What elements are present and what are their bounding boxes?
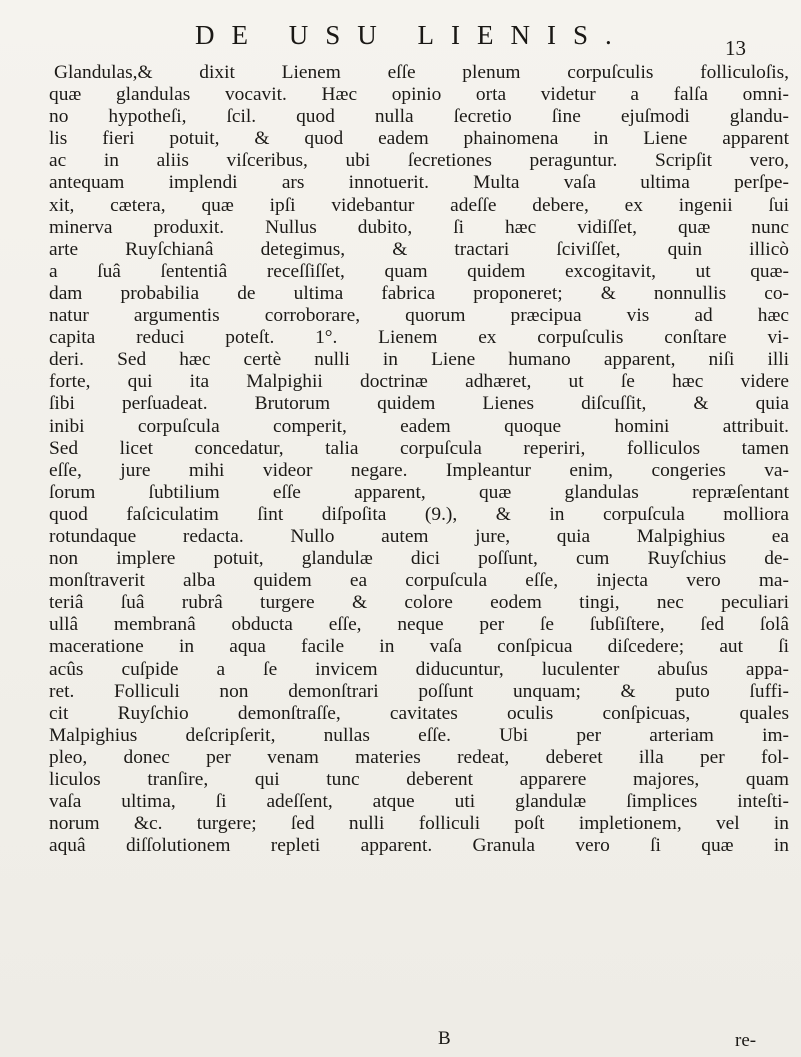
running-title: DE USU LIENIS. bbox=[195, 20, 629, 50]
text-line: ſorum ſubtilium eſſe apparent, quæ glandulas repræſentant bbox=[49, 481, 789, 503]
catchword: re- bbox=[735, 1030, 757, 1051]
text-line: ullâ membranâ obducta eſſe, neque per ſe ſubſiſtere, ſed ſolâ bbox=[49, 614, 789, 636]
text-line: teriâ ſuâ rubrâ turgere & colore eodem tingi, nec peculiari bbox=[49, 592, 789, 614]
text-line: antequam implendi ars innotuerit. Multa vaſa ultima perſpe- bbox=[49, 172, 789, 194]
text-line: quæ glandulas vocavit. Hæc opinio orta videtur a falſa omni- bbox=[49, 84, 789, 106]
text-line: natur argumentis corroborare, quorum præcipua vis ad hæc bbox=[49, 305, 789, 327]
text-line: rotundaque redacta. Nullo autem jure, quia Malpighius ea bbox=[49, 525, 789, 547]
text-line: minerva produxit. Nullus dubito, ſi hæc vidiſſet, quæ nunc bbox=[49, 216, 789, 238]
text-line: Malpighius deſcripſerit, nullas eſſe. Ubi per arteriam im- bbox=[49, 724, 789, 746]
text-line: no hypotheſi, ſcil. quod nulla ſecretio ſine ejuſmodi glandu- bbox=[49, 106, 789, 128]
text-line: lis fieri potuit, & quod eadem phainomena in Liene apparent bbox=[49, 128, 789, 150]
text-line: forte, qui ita Malpighii doctrinæ adhæret, ut ſe hæc videre bbox=[49, 371, 789, 393]
text-line: dam probabilia de ultima fabrica proponeret; & nonnullis co- bbox=[49, 282, 789, 304]
text-line: a ſuâ ſententiâ receſſiſſet, quam quidem excogitavit, ut quæ- bbox=[49, 260, 789, 282]
page-footer bbox=[0, 1028, 801, 1052]
text-line: monſtraverit alba quidem ea corpuſcula eſſe, injecta vero ma- bbox=[49, 570, 789, 592]
text-line: norum &c. turgere; ſed nulli folliculi poſt impletionem, vel in bbox=[49, 813, 789, 835]
text-line: eſſe, jure mihi videor negare. Impleantur enim, congeries va- bbox=[49, 459, 789, 481]
text-line: Glandulas,& dixit Lienem eſſe plenum corpuſculis folliculoſis, bbox=[54, 62, 789, 83]
text-line: capita reduci poteſt. 1°. Lienem ex corpuſculis conſtare vi- bbox=[49, 327, 789, 349]
text-line: inibi corpuſcula comperit, eadem quoque homini attribuit. bbox=[49, 415, 789, 437]
signature-mark: B bbox=[438, 1028, 451, 1049]
text-line: non implere potuit, glandulæ dici poſſunt, cum Ruyſchius de- bbox=[49, 548, 789, 570]
page-number: 13 bbox=[725, 36, 746, 60]
text-line: liculos tranſire, qui tunc deberent apparere majores, quam bbox=[49, 769, 789, 790]
text-line: quod faſciculatim ſint diſpoſita (9.), & in corpuſcula molliora bbox=[49, 503, 789, 525]
body-text bbox=[49, 62, 789, 857]
text-line: maceratione in aqua facile in vaſa conſpicua diſcedere; aut ſi bbox=[49, 636, 789, 658]
page-header bbox=[0, 14, 801, 64]
text-line: xit, cætera, quæ ipſi videbantur adeſſe debere, ex ingenii ſui bbox=[49, 194, 789, 216]
text-line: ret. Folliculi non demonſtrari poſſunt unquam; & puto ſuffi- bbox=[49, 680, 789, 702]
text-line: arte Ruyſchianâ detegimus, & tractari ſciviſſet, quin illicò bbox=[49, 238, 789, 260]
text-line: acûs cuſpide a ſe invicem diducuntur, luculenter abuſus appa- bbox=[49, 658, 789, 680]
text-line: deri. Sed hæc certè nulli in Liene humano apparent, niſi illi bbox=[49, 349, 789, 371]
text-line: ac in aliis viſceribus, ubi ſecretiones peraguntur. Scripſit vero, bbox=[49, 150, 789, 172]
text-line: cit Ruyſchio demonſtraſſe, cavitates oculis conſpicuas, quales bbox=[49, 702, 789, 724]
text-line: vaſa ultima, ſi adeſſent, atque uti glandulæ ſimplices inteſti- bbox=[49, 791, 789, 813]
text-line: aquâ diſſolutionem repleti apparent. Granula vero ſi quæ in bbox=[49, 835, 789, 857]
text-line: pleo, donec per venam materies redeat, deberet illa per fol- bbox=[49, 746, 789, 768]
text-line: Sed licet concedatur, talia corpuſcula reperiri, folliculos tamen bbox=[49, 437, 789, 459]
text-line: ſibi perſuadeat. Brutorum quidem Lienes diſcuſſit, & quia bbox=[49, 393, 789, 415]
